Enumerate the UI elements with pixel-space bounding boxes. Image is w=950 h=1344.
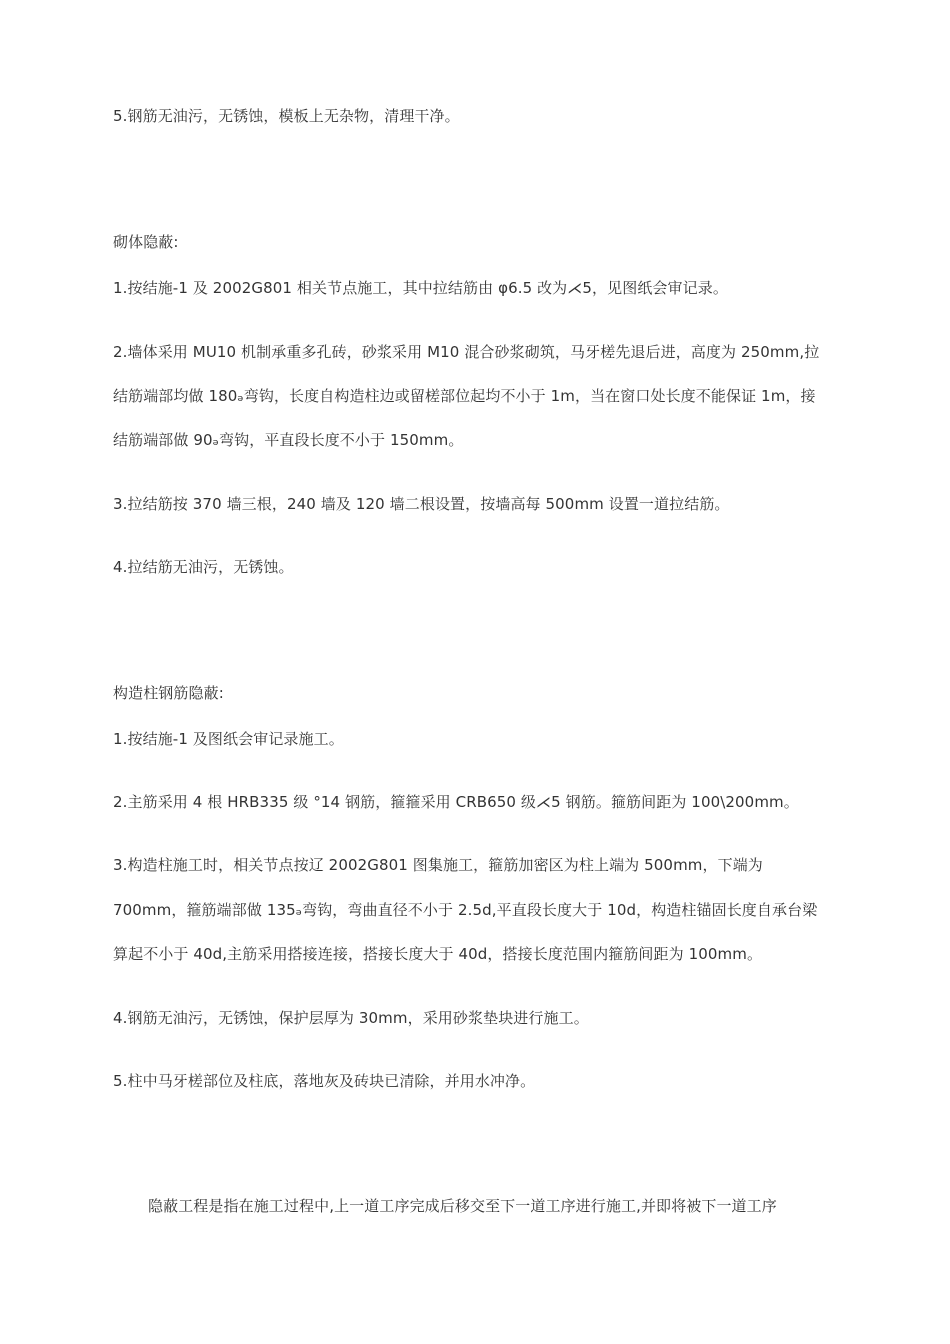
masonry-item-1: 1.按结施-1 及 2002G801 相关节点施工，其中拉结筋由 φ6.5 改为⋌5，见图纸会审记录。	[113, 279, 728, 297]
column-item-3-line-1: 3.构造柱施工时，相关节点按辽 2002G801 图集施工，箍筋加密区为柱上端为 500mm，下端为	[113, 856, 763, 874]
column-item-5: 5.柱中马牙槎部位及柱底，落地灰及砖块已清除，并用水冲净。	[113, 1072, 536, 1090]
masonry-item-2-line-3: 结筋端部做 90ₔ弯钩，平直段长度不小于 150mm。	[113, 431, 464, 449]
masonry-item-2-line-2: 结筋端部均做 180ₔ弯钩，长度自构造柱边或留槎部位起均不小于 1m，当在窗口处长度不能保证 1m，接	[113, 387, 816, 405]
column-item-2: 2.主筋采用 4 根 HRB335 级 °14 钢筋，箍箍采用 CRB650 级⋌5 钢筋。箍筋间距为 100\200mm。	[113, 793, 799, 811]
column-item-3-line-2: 700mm，箍筋端部做 135ₔ弯钩，弯曲直径不小于 2.5d,平直段长度大于 10d，构造柱锚固长度自承台梁	[113, 901, 818, 919]
masonry-item-3: 3.拉结筋按 370 墙三根，240 墙及 120 墙二根设置，按墙高每 500mm 设置一道拉结筋。	[113, 495, 730, 513]
column-item-4: 4.钢筋无油污，无锈蚀，保护层厚为 30mm，采用砂浆垫块进行施工。	[113, 1009, 589, 1027]
column-heading: 构造柱钢筋隐蔽:	[113, 684, 224, 702]
masonry-item-2-line-1: 2.墙体采用 MU10 机制承重多孔砖，砂浆采用 M10 混合砂浆砌筑，马牙槎先退后进，高度为 250mm,拉	[113, 343, 820, 361]
rebar-item-5: 5.钢筋无油污，无锈蚀，模板上无杂物，清理干净。	[113, 107, 460, 125]
column-item-3-line-3: 算起不小于 40d,主筋采用搭接连接，搭接长度大于 40d，搭接长度范围内箍筋间距为 100mm。	[113, 945, 763, 963]
closing-paragraph: 隐蔽工程是指在施工过程中,上一道工序完成后移交至下一道工序进行施工,并即将被下一道工序	[148, 1197, 777, 1215]
masonry-heading: 砌体隐蔽:	[113, 233, 179, 251]
masonry-item-4: 4.拉结筋无油污，无锈蚀。	[113, 558, 294, 576]
column-item-1: 1.按结施-1 及图纸会审记录施工。	[113, 730, 344, 748]
